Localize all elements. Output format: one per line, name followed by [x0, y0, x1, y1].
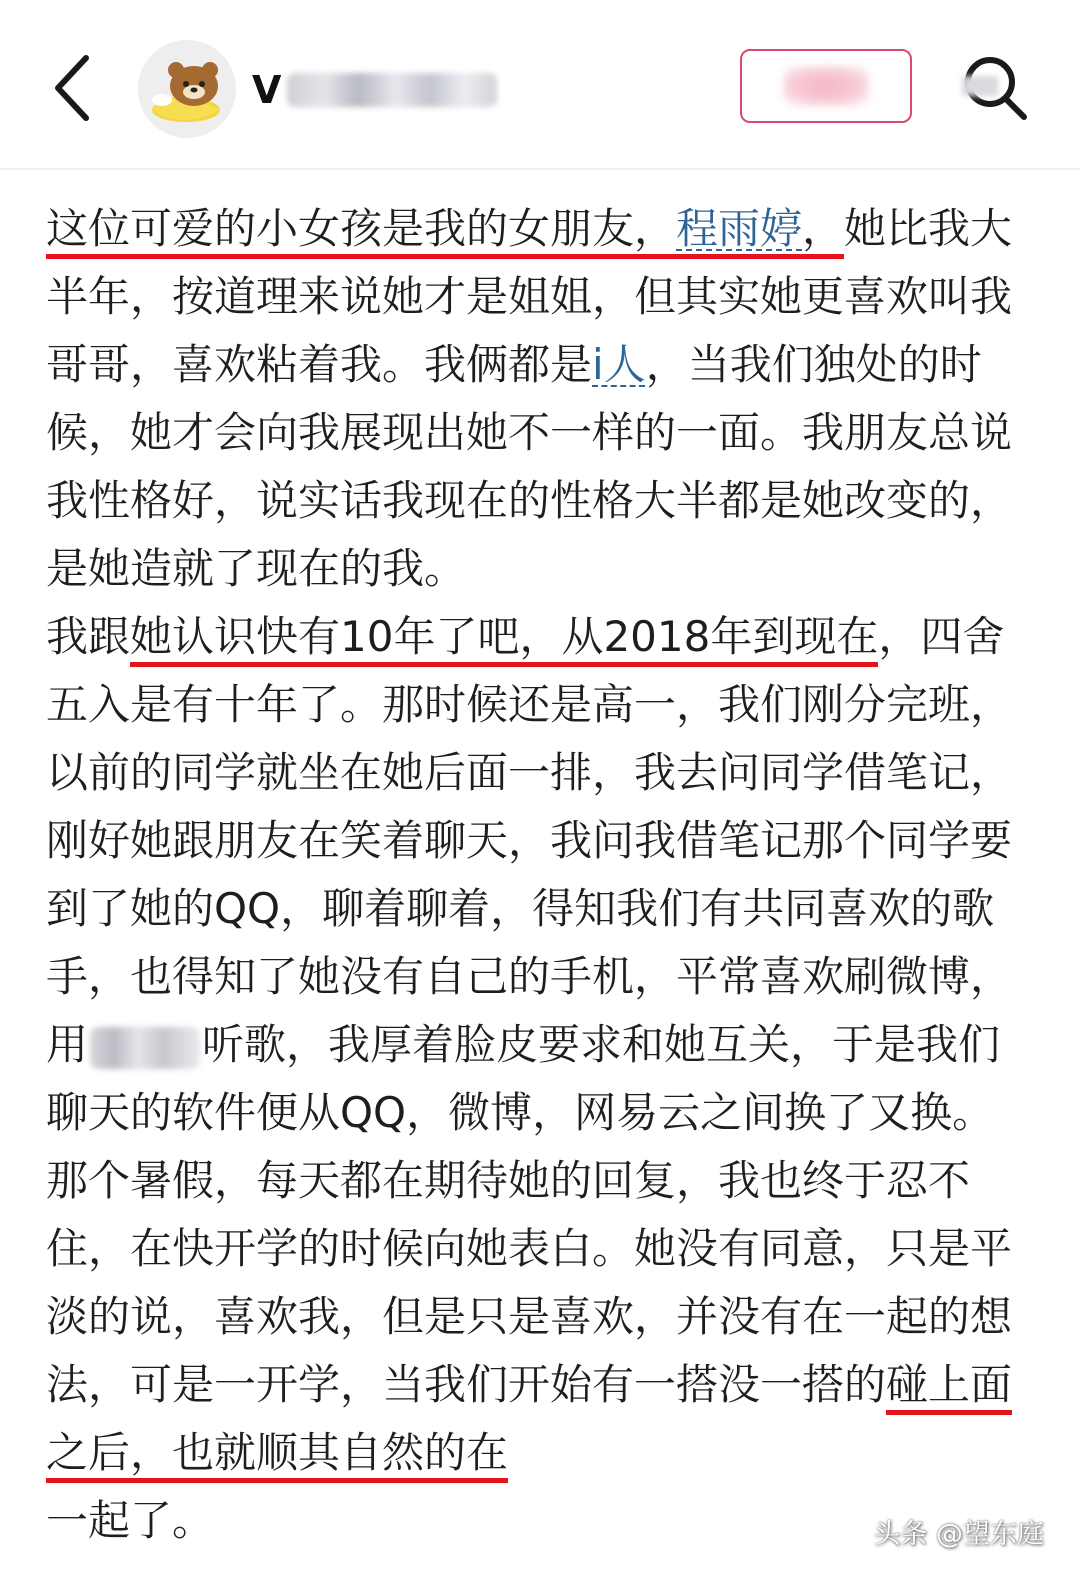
post-paragraph-1 — [46, 195, 1036, 603]
post-text-segment: ，四舍五入是有十年了。那时候还是高一，我们刚分完班，以前的同学就坐在她后面一排，我去问同学借笔记，刚好她跟朋友在笑着聊天，我问我借笔记那个同学要到了她的QQ，聊着聊着，得知我们有共同喜欢的歌手，也得知了她没有自己的手机，平常喜欢刷微博，用 — [46, 612, 1013, 1069]
post-text-segment: 她比我大半年，按道理来说她才是姐姐，但其实她更喜欢叫我哥哥，喜欢粘着我。我俩都是 — [46, 204, 1013, 389]
username-redacted — [287, 73, 497, 107]
post-text-segment: ，当我们独处的时候，她才会向我展现出她不一样的一面。我朋友总说我性格好，说实话我现在的性格大半都是她改变的，是她造就了现在的我。 — [46, 340, 1013, 593]
username-text: V — [252, 68, 282, 112]
username[interactable] — [252, 62, 497, 118]
post-text-segment: 这位可爱的小女孩是我的女朋友， — [46, 204, 677, 253]
app-header — [0, 0, 1080, 170]
underlined-highlight-3: 碰上面之后，也就顺其自然的在 — [46, 1360, 1012, 1485]
follow-button[interactable] — [740, 49, 912, 123]
post-text-segment: ， — [802, 204, 845, 253]
post-text-segment: 我跟 — [46, 612, 131, 661]
post-body — [46, 195, 1036, 1555]
mention-link[interactable]: 程雨婷 — [676, 204, 803, 253]
redacted-app-name — [90, 1027, 200, 1069]
follow-button-redacted — [783, 66, 869, 106]
underlined-highlight-1 — [46, 204, 844, 261]
underlined-highlight-2: 她认识快有10年了吧，从2018年到现在 — [130, 612, 878, 669]
watermark: 头条 @望东庭 — [873, 1519, 1044, 1550]
search-icon-redacted — [962, 76, 998, 96]
search-button[interactable] — [956, 50, 1034, 128]
post-paragraph-2 — [46, 603, 1036, 1555]
post-text-segment: 一起了。 — [46, 1496, 215, 1545]
post-text-segment: 听歌，我厚着脸皮要求和她互关，于是我们聊天的软件便从QQ，微博，网易云之间换了又换。那个暑假，每天都在期待她的回复，我也终于忍不住，在快开学的时候向她表白。她没有同意，只是平淡的说，喜欢我，但是只是喜欢，并没有在一起的想法，可是一开学，当我们开始有一搭没一搭的 — [46, 1020, 1013, 1409]
bear-avatar-icon — [138, 40, 236, 138]
topic-link[interactable]: i人 — [592, 340, 646, 389]
user-avatar[interactable] — [138, 40, 236, 138]
back-button[interactable] — [48, 50, 104, 126]
chevron-left-icon — [48, 50, 104, 126]
